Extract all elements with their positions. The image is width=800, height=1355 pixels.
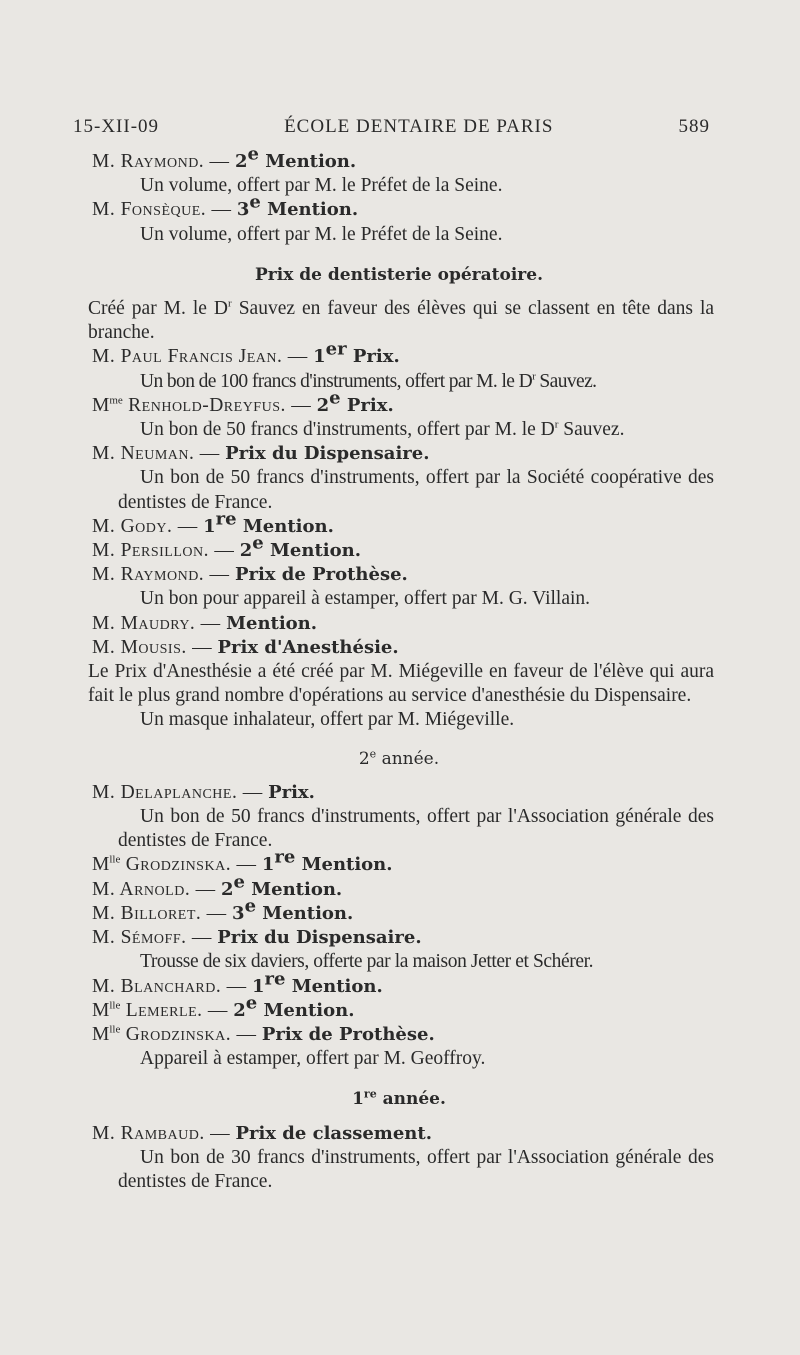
section-heading: 2e année. [358, 747, 440, 769]
award-description: Un masque inhalateur, offert par M. Miégeville. [140, 709, 515, 731]
award-line: M. Maudry. — Mention. [92, 612, 318, 634]
award-description: Un bon de 30 francs d'instruments, offert par l'Association générale des dentistes de France. [118, 1146, 714, 1192]
award-line: M. Mousis. — Prix d'Anesthésie. [92, 636, 399, 658]
award-description: Un volume, offert par M. le Préfet de la Seine. [140, 223, 503, 245]
section-heading: Prix de dentisterie opératoire. [255, 264, 543, 285]
award-line: M. Rambaud. — Prix de classement. [92, 1122, 432, 1144]
award-line: M. Neuman. — Prix du Dispensaire. [92, 443, 430, 465]
running-header [73, 116, 710, 138]
award-line: $M^{lle}$ Grodzinska. — Prix de Prothèse. [92, 1023, 435, 1045]
award-line: M. Arnold. — 2e Mention. [92, 871, 343, 900]
section-intro: Créé par M. le $D^r$ Sauvez en faveur des élèves qui se classent en tête dans la branche. [88, 297, 715, 344]
award-description: Un bon de 50 francs d'instruments, offert par la Société coopérative des dentistes de France. [118, 467, 714, 513]
award-line: M. Persillon. — 2e Mention. [92, 532, 361, 562]
section-heading: 1re année. [352, 1087, 446, 1110]
award-description: Un bon de 50 francs d'instruments, offert par l'Association générale des dentistes de France. [118, 806, 714, 852]
award-description: Trousse de six daviers, offerte par la maison Jetter et Schérer. [140, 951, 594, 973]
award-line: M. Gody. — 1re Mention. [92, 508, 334, 537]
award-line: $M^{lle}$ Grodzinska. — 1re Mention. [92, 846, 393, 876]
award-line: M. Delaplanche. — Prix. [92, 781, 315, 803]
page-body [88, 143, 715, 1194]
award-line: M. Fonsèque. — 3e Mention. [92, 191, 359, 221]
award-line: M. Sémoff. — Prix du Dispensaire. [92, 927, 422, 949]
award-line: M. Raymond. — Prix de Prothèse. [92, 564, 408, 586]
award-line: $M^{lle}$ Lemerle. — 2e Mention. [92, 992, 355, 1021]
award-description: Appareil à estamper, offert par M. Geoffroy. [140, 1048, 486, 1070]
header-title: ÉCOLE DENTAIRE DE PARIS [284, 116, 554, 137]
award-line: M. Blanchard. — 1re Mention. [92, 968, 383, 997]
award-line: M. Raymond. — 2e Mention. [92, 143, 357, 172]
page-number: 589 [678, 116, 710, 137]
award-description: Un bon de 50 francs d'instruments, offert par M. le $D^r$ Sauvez. [140, 418, 625, 441]
award-description: Un bon de 100 francs d'instruments, offert par M. le $D^r$ Sauvez. [140, 370, 597, 392]
award-description: Un volume, offert par M. le Préfet de la Seine. [140, 175, 503, 197]
award-line: M. Billoret. — 3e Mention. [92, 895, 354, 924]
award-description: Un bon pour appareil à estamper, offert par M. G. Villain. [140, 588, 591, 610]
award-line: M. Paul Francis Jean. — 1er Prix. [92, 338, 400, 368]
award-paragraph: Le Prix d'Anesthésie a été créé par M. Miégeville en faveur de l'élève qui aura fait le plus grand nombre d'opérations au service d'anesthésie du Dispensaire. [88, 661, 714, 707]
header-date: 15-XII-09 [73, 116, 160, 137]
award-line: $M^{me}$ Renhold-Dreyfus. — 2e Prix. [92, 387, 394, 416]
